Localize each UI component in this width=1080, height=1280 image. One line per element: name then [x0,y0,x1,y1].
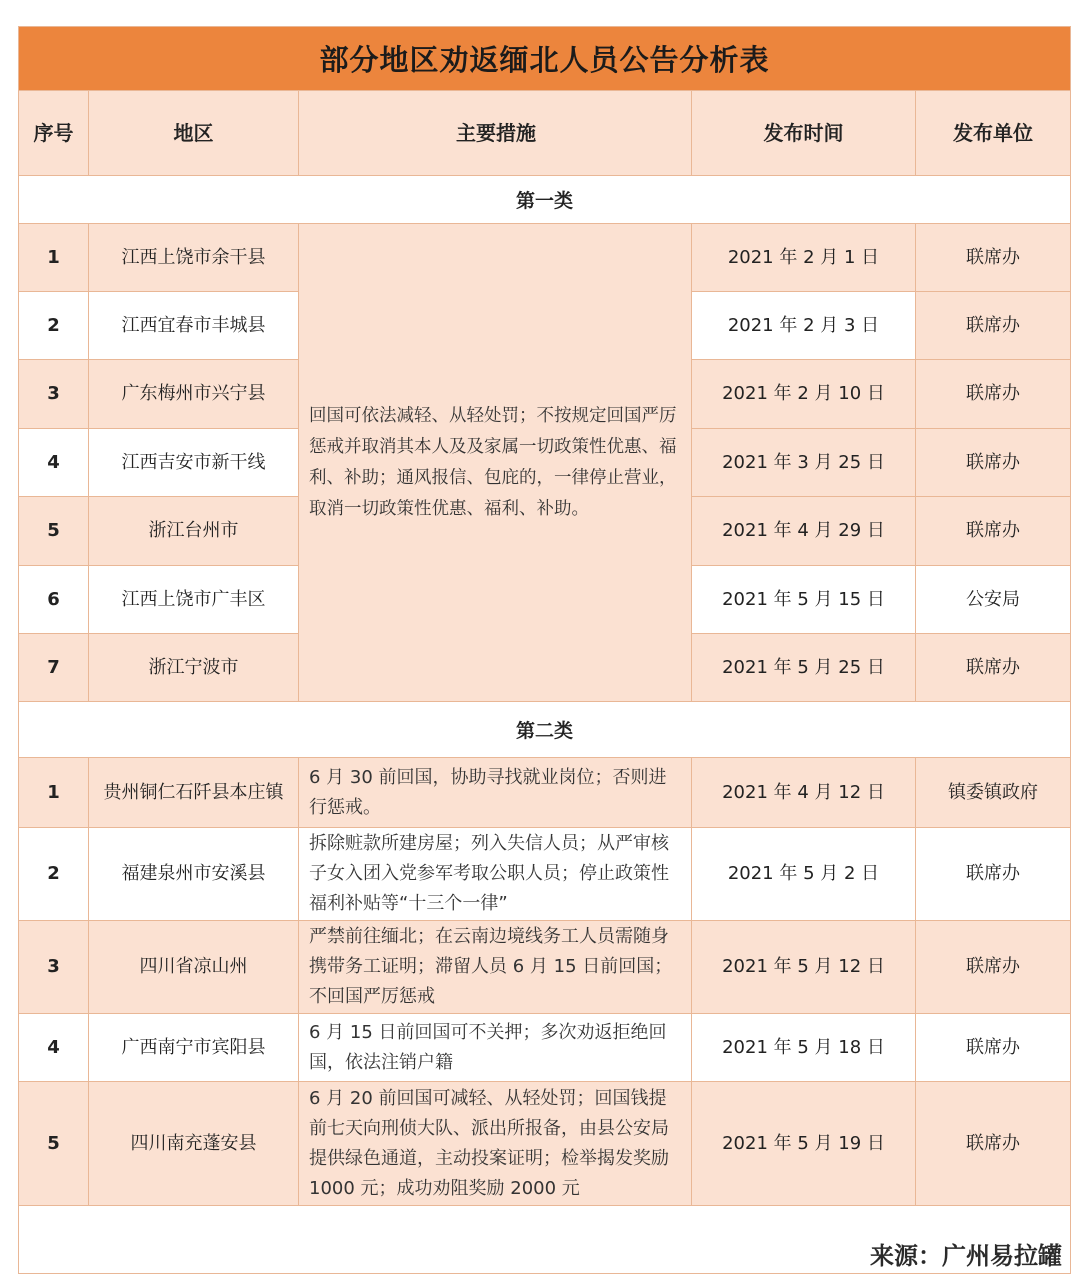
row-date: 2021 年 2 月 10 日 [692,360,916,429]
row-unit: 联席办 [916,634,1071,702]
analysis-table [18,26,1071,1274]
table-row [19,1014,1071,1082]
table-row [692,224,1071,292]
table-row [19,224,299,292]
row-region: 四川南充蓬安县 [89,1082,299,1206]
row-unit: 镇委镇政府 [916,758,1071,828]
row-no: 6 [19,566,89,634]
table-row [692,566,1071,634]
row-unit: 公安局 [916,566,1071,634]
table-row [19,758,1071,828]
row-measure: 6 月 20 前回国可减轻、从轻处罚；回国钱提前七天向刑侦大队、派出所报备，由县公安局提供绿色通道，主动投案证明；检举揭发奖励 1000 元；成功劝阻奖励 2000 元 [299,1082,692,1206]
header-row [19,91,1071,176]
header-date: 发布时间 [692,91,916,176]
row-region: 浙江台州市 [89,497,299,566]
row-region: 广东梅州市兴宁县 [89,360,299,429]
row-no: 1 [19,758,89,828]
shared-measure-cell [299,224,692,702]
row-no: 1 [19,224,89,292]
table-row [19,566,299,634]
row-unit: 联席办 [916,292,1071,360]
table-row [19,828,1071,921]
row-no: 5 [19,497,89,566]
row-region: 江西上饶市余干县 [89,224,299,292]
row-no: 5 [19,1082,89,1206]
shared-measure-text: 回国可依法减轻、从轻处罚；不按规定回国严厉惩戒并取消其本人及及家属一切政策性优惠、福利、补助；通风报信、包庇的，一律停止营业，取消一切政策性优惠、福利、补助。 [309,405,677,519]
row-measure: 严禁前往缅北；在云南边境线务工人员需随身携带务工证明；滞留人员 6 月 15 日前回国；不回国严厉惩戒 [299,921,692,1014]
row-date: 2021 年 5 月 25 日 [692,634,916,702]
row-date: 2021 年 3 月 25 日 [692,429,916,497]
table-title: 部分地区劝返缅北人员公告分析表 [19,27,1071,91]
row-no: 4 [19,429,89,497]
row-date: 2021 年 5 月 2 日 [692,828,916,921]
row-date: 2021 年 5 月 12 日 [692,921,916,1014]
row-no: 3 [19,921,89,1014]
section-1-rows [19,224,1071,702]
table-row [19,292,299,360]
table-row [19,634,299,702]
header-measure: 主要措施 [299,91,692,176]
row-no: 3 [19,360,89,429]
row-region: 江西上饶市广丰区 [89,566,299,634]
row-no: 4 [19,1014,89,1082]
row-unit: 联席办 [916,1014,1071,1082]
row-measure: 6 月 30 前回国，协助寻找就业岗位；否则进行惩戒。 [299,758,692,828]
table-row [19,1082,1071,1206]
row-date: 2021 年 5 月 19 日 [692,1082,916,1206]
row-date: 2021 年 4 月 29 日 [692,497,916,566]
section-label-2: 第二类 [19,702,1071,758]
table-row [692,497,1071,566]
section-1-right [692,224,1071,702]
row-region: 广西南宁市宾阳县 [89,1014,299,1082]
table-row [692,292,1071,360]
row-region: 福建泉州市安溪县 [89,828,299,921]
row-measure: 拆除赃款所建房屋；列入失信人员；从严审核子女入团入党参军考取公职人员；停止政策性福利补贴等“十三个一律” [299,828,692,921]
table-row [692,634,1071,702]
table-row [19,497,299,566]
row-no: 7 [19,634,89,702]
row-date: 2021 年 2 月 1 日 [692,224,916,292]
row-unit: 联席办 [916,360,1071,429]
table-row [19,429,299,497]
row-region: 江西宜春市丰城县 [89,292,299,360]
section-1-left [19,224,299,702]
row-no: 2 [19,828,89,921]
section-label-1: 第一类 [19,176,1071,224]
row-region: 贵州铜仁石阡县本庄镇 [89,758,299,828]
row-region: 浙江宁波市 [89,634,299,702]
table-row [19,921,1071,1014]
table-row [692,429,1071,497]
row-date: 2021 年 5 月 15 日 [692,566,916,634]
row-unit: 联席办 [916,497,1071,566]
row-unit: 联席办 [916,224,1071,292]
row-region: 四川省凉山州 [89,921,299,1014]
row-region: 江西吉安市新干线 [89,429,299,497]
row-measure: 6 月 15 日前回国可不关押；多次劝返拒绝回国，依法注销户籍 [299,1014,692,1082]
table-footer [19,1206,1071,1274]
source-credit: 来源：广州易拉罐 [870,1242,1062,1270]
row-date: 2021 年 5 月 18 日 [692,1014,916,1082]
row-unit: 联席办 [916,828,1071,921]
row-unit: 联席办 [916,1082,1071,1206]
header-no: 序号 [19,91,89,176]
row-date: 2021 年 2 月 3 日 [692,292,916,360]
row-no: 2 [19,292,89,360]
row-unit: 联席办 [916,429,1071,497]
table-row [692,360,1071,429]
table-row [19,360,299,429]
row-date: 2021 年 4 月 12 日 [692,758,916,828]
row-unit: 联席办 [916,921,1071,1014]
header-region: 地区 [89,91,299,176]
header-unit: 发布单位 [916,91,1071,176]
